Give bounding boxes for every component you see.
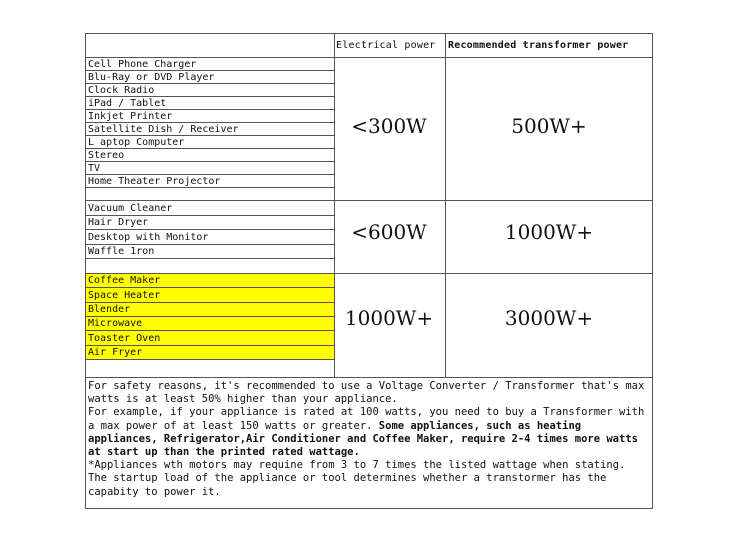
row-line (85, 109, 334, 110)
list-item: Home Theater Projector (88, 176, 221, 187)
row-line (85, 148, 334, 149)
row-line (85, 83, 334, 84)
row-line (85, 316, 334, 317)
list-item: Microwave (88, 318, 143, 329)
list-item: Clock Radio (88, 85, 155, 96)
list-item: Blender (88, 304, 131, 315)
row-line (85, 244, 334, 245)
safety-notes (88, 380, 650, 499)
safety-note-3: *Appliances wth motors may requine from 3 to 7 times the listed wattage when stating. The startup load of the appliance or tool determines whether a transtormer has the capabity to power it. (88, 459, 626, 498)
row-line (85, 215, 334, 216)
safety-note-2-bold: Some appliances, such as heating appliances, Refrigerator,Air Conditioner and Coffee Maker, require 2-4 times more watts at start up than the printed rated wattage. (88, 419, 638, 459)
list-item: Waffle 1ron (88, 246, 155, 257)
list-item: Stereo (88, 150, 125, 161)
row-line (85, 174, 334, 175)
list-item: Desktop with Monitor (88, 232, 209, 243)
list-item: Cell Phone Charger (88, 59, 197, 70)
header-electrical-power: Electrical power (336, 40, 436, 51)
row-line (85, 345, 334, 346)
row-line (85, 187, 334, 188)
row-line (85, 135, 334, 136)
col-divider-2 (445, 33, 446, 377)
col-divider-1 (334, 33, 335, 377)
list-item: Toaster Oven (88, 333, 161, 344)
list-item: Coffee Maker (88, 275, 161, 286)
list-item: Vacuum Cleaner (88, 203, 173, 214)
header-recommended-power: Recommended transformer power (448, 40, 629, 51)
safety-note-2 (88, 406, 650, 459)
group-3-electrical-power: 1000W+ (344, 306, 434, 330)
list-item: L aptop Computer (88, 137, 185, 148)
row-line (85, 302, 334, 303)
safety-note-2-text: For example, if your appliance is rated at 100 watts, you need to buy a Transformer with a max power of at least 150 watts or greater. (88, 406, 645, 432)
group-1-bottom-line (85, 200, 653, 201)
group-2-recommended-power: 1000W+ (504, 220, 594, 244)
list-item: Hair Dryer (88, 217, 149, 228)
row-line (85, 96, 334, 97)
list-item: TV (88, 163, 101, 174)
table-bottom-line (85, 377, 653, 378)
row-line (85, 229, 334, 230)
group-1-electrical-power: <300W (351, 114, 427, 138)
list-item: Inkjet Printer (88, 111, 173, 122)
row-line (85, 287, 334, 288)
list-item: Space Heater (88, 290, 161, 301)
row-line (85, 70, 334, 71)
row-line (85, 330, 334, 331)
list-item: iPad / Tablet (88, 98, 167, 109)
row-line (85, 359, 334, 360)
list-item: Air Fryer (88, 347, 143, 358)
list-item: Satellite Dish / Receiver (88, 124, 239, 135)
row-line (85, 161, 334, 162)
safety-note-1: For safety reasons, it's recommended to use a Voltage Converter / Transformer that's max watts is at least 50% higher than your appliance. (88, 380, 645, 406)
group-3-recommended-power: 3000W+ (504, 306, 594, 330)
header-bottom-line (85, 57, 653, 58)
row-line (85, 122, 334, 123)
list-item: Blu-Ray or DVD Player (88, 72, 215, 83)
group-2-electrical-power: <600W (351, 220, 427, 244)
group-1-recommended-power: 500W+ (511, 114, 587, 138)
row-line (85, 258, 334, 259)
